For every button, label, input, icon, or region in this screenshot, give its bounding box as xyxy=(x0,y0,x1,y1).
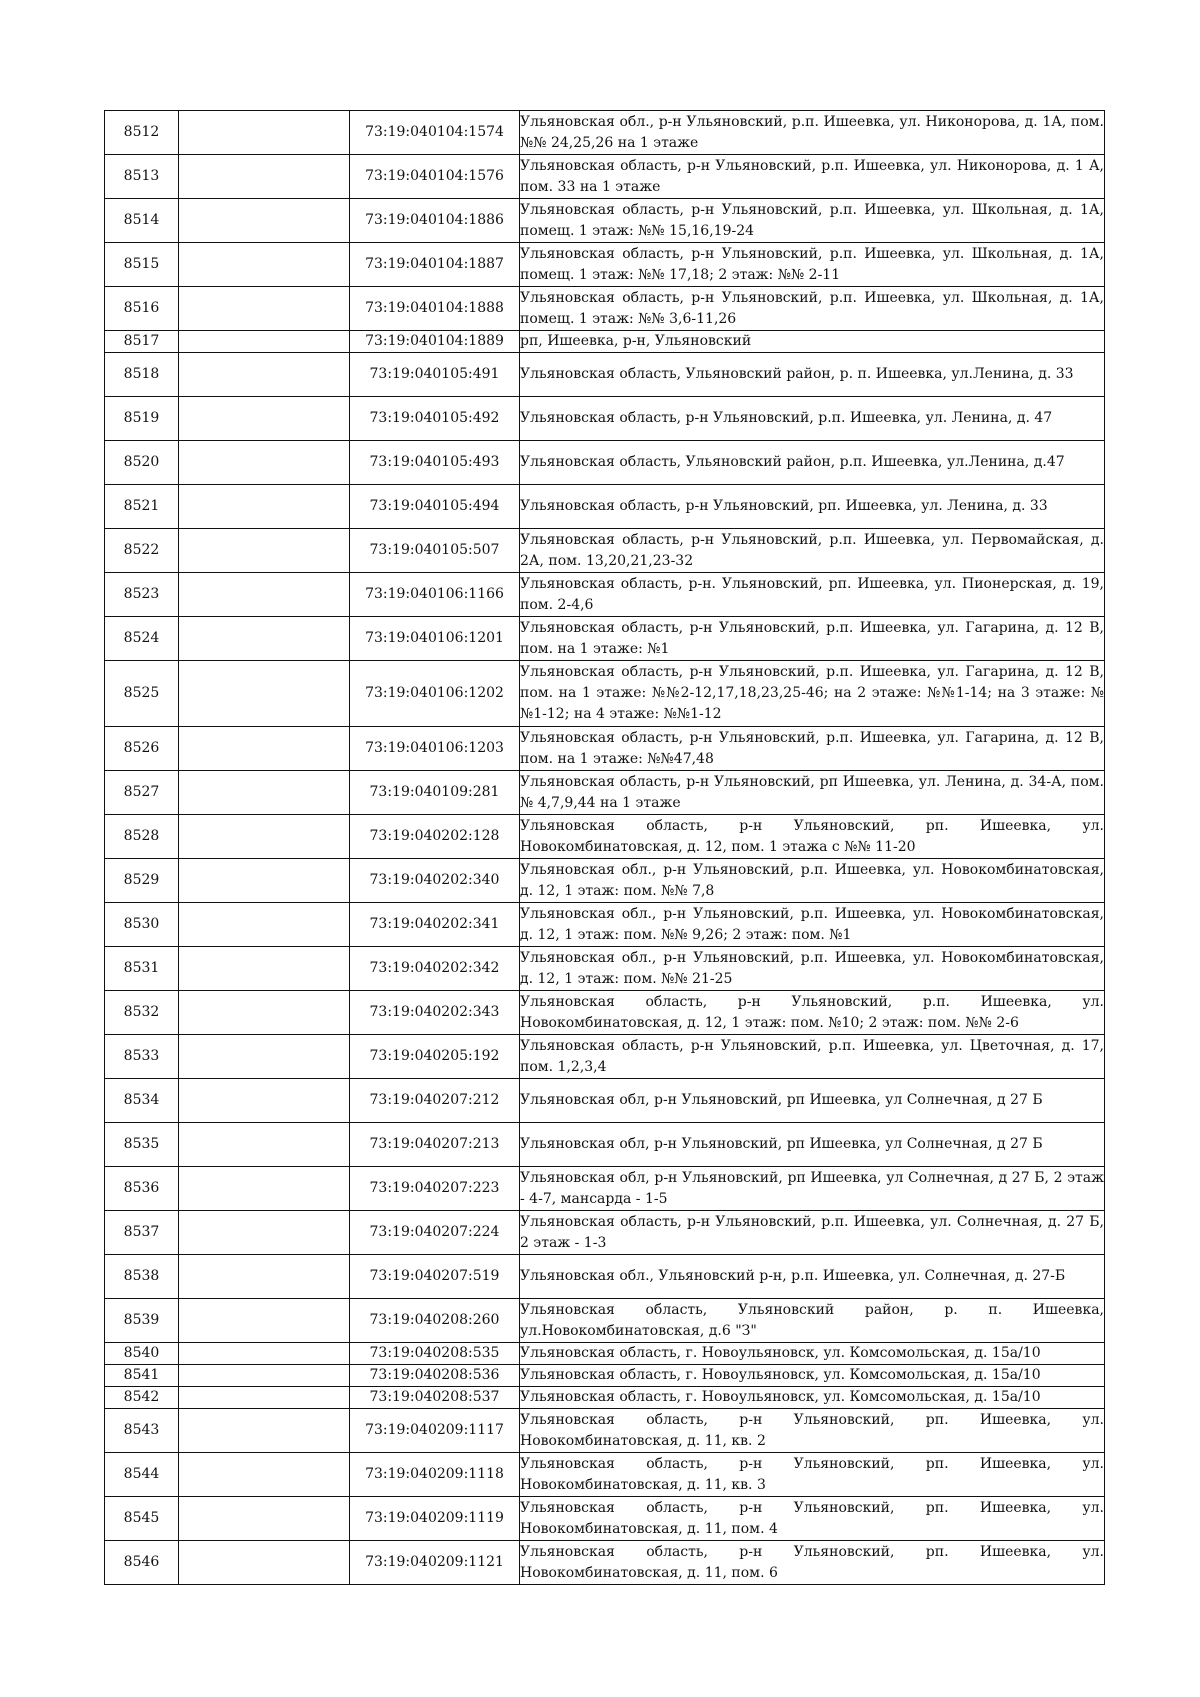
empty-cell xyxy=(179,1409,350,1453)
address: Ульяновская область, р-н Ульяновский, рп. Ишеевка, ул. Новокомбинатовская, д. 11, пом. 6 xyxy=(520,1541,1105,1585)
table-row xyxy=(105,1035,1105,1079)
cadastral-number: 73:19:040106:1166 xyxy=(350,573,520,617)
empty-cell xyxy=(179,485,350,529)
cadastral-number: 73:19:040104:1887 xyxy=(350,243,520,287)
cadastral-number: 73:19:040106:1201 xyxy=(350,617,520,661)
cadastral-number: 73:19:040105:507 xyxy=(350,529,520,573)
address: Ульяновская обл., р-н Ульяновский, р.п. Ишеевка, ул. Никонорова, д. 1А, пом. №№ 24,25,26 на 1 этаже xyxy=(520,111,1105,155)
cadastral-number: 73:19:040208:537 xyxy=(350,1387,520,1409)
cadastral-number: 73:19:040105:492 xyxy=(350,397,520,441)
address: Ульяновская обл., Ульяновский р-н, р.п. Ишеевка, ул. Солнечная, д. 27-Б xyxy=(520,1255,1105,1299)
table-row xyxy=(105,353,1105,397)
cadastral-number: 73:19:040104:1888 xyxy=(350,287,520,331)
row-number: 8530 xyxy=(105,903,179,947)
empty-cell xyxy=(179,617,350,661)
empty-cell xyxy=(179,1541,350,1585)
table-row xyxy=(105,287,1105,331)
empty-cell xyxy=(179,1299,350,1343)
registry-table xyxy=(104,110,1105,1585)
address: Ульяновская область, р-н Ульяновский, рп. Ишеевка, ул. Ленина, д. 33 xyxy=(520,485,1105,529)
row-number: 8537 xyxy=(105,1211,179,1255)
empty-cell xyxy=(179,1079,350,1123)
table-row xyxy=(105,815,1105,859)
cadastral-number: 73:19:040104:1886 xyxy=(350,199,520,243)
row-number: 8545 xyxy=(105,1497,179,1541)
empty-cell xyxy=(179,1255,350,1299)
cadastral-number: 73:19:040207:519 xyxy=(350,1255,520,1299)
table-row xyxy=(105,573,1105,617)
table-row xyxy=(105,661,1105,727)
row-number: 8529 xyxy=(105,859,179,903)
empty-cell xyxy=(179,111,350,155)
address: рп, Ишеевка, р-н, Ульяновский xyxy=(520,331,1105,353)
row-number: 8523 xyxy=(105,573,179,617)
address: Ульяновская область, р-н Ульяновский, рп. Ишеевка, ул. Новокомбинатовская, д. 11, кв. 3 xyxy=(520,1453,1105,1497)
address: Ульяновская область, р-н Ульяновский, рп. Ишеевка, ул. Новокомбинатовская, д. 11, кв. 2 xyxy=(520,1409,1105,1453)
address: Ульяновская обл, р-н Ульяновский, рп Ишеевка, ул Солнечная, д 27 Б xyxy=(520,1123,1105,1167)
cadastral-number: 73:19:040105:493 xyxy=(350,441,520,485)
table-row xyxy=(105,397,1105,441)
row-number: 8543 xyxy=(105,1409,179,1453)
cadastral-number: 73:19:040202:341 xyxy=(350,903,520,947)
table-row xyxy=(105,903,1105,947)
address: Ульяновская область, р-н Ульяновский, р.п. Ишеевка, ул. Ленина, д. 47 xyxy=(520,397,1105,441)
cadastral-number: 73:19:040209:1118 xyxy=(350,1453,520,1497)
cadastral-number: 73:19:040207:212 xyxy=(350,1079,520,1123)
empty-cell xyxy=(179,991,350,1035)
empty-cell xyxy=(179,1167,350,1211)
cadastral-number: 73:19:040106:1202 xyxy=(350,661,520,727)
table-row xyxy=(105,529,1105,573)
cadastral-number: 73:19:040105:494 xyxy=(350,485,520,529)
cadastral-number: 73:19:040209:1117 xyxy=(350,1409,520,1453)
empty-cell xyxy=(179,947,350,991)
empty-cell xyxy=(179,353,350,397)
empty-cell xyxy=(179,1343,350,1365)
table-row xyxy=(105,1123,1105,1167)
cadastral-number: 73:19:040202:342 xyxy=(350,947,520,991)
row-number: 8546 xyxy=(105,1541,179,1585)
row-number: 8512 xyxy=(105,111,179,155)
cadastral-number: 73:19:040202:343 xyxy=(350,991,520,1035)
table-row xyxy=(105,485,1105,529)
cadastral-number: 73:19:040105:491 xyxy=(350,353,520,397)
row-number: 8517 xyxy=(105,331,179,353)
row-number: 8534 xyxy=(105,1079,179,1123)
address: Ульяновская область, р-н Ульяновский, р.п. Ишеевка, ул. Гагарина, д. 12 В, пом. на 1 этаже: №1 xyxy=(520,617,1105,661)
table-row xyxy=(105,727,1105,771)
table-row xyxy=(105,243,1105,287)
row-number: 8528 xyxy=(105,815,179,859)
row-number: 8542 xyxy=(105,1387,179,1409)
row-number: 8520 xyxy=(105,441,179,485)
cadastral-number: 73:19:040207:224 xyxy=(350,1211,520,1255)
row-number: 8524 xyxy=(105,617,179,661)
row-number: 8540 xyxy=(105,1343,179,1365)
table-row xyxy=(105,199,1105,243)
table-row xyxy=(105,1255,1105,1299)
address: Ульяновская область, р-н Ульяновский, р.п. Ишеевка, ул. Гагарина, д. 12 В, пом. на 1 этаже: №№2-12,17,18,23,25-46; на 2 этаже: №№1-14; на 3 этаже: №№1-12; на 4 этаже: №№1-12 xyxy=(520,661,1105,727)
table-row xyxy=(105,1299,1105,1343)
address: Ульяновская область, Ульяновский район, р. п. Ишеевка, ул.Новокомбинатовская, д.6 "З" xyxy=(520,1299,1105,1343)
row-number: 8514 xyxy=(105,199,179,243)
cadastral-number: 73:19:040207:213 xyxy=(350,1123,520,1167)
empty-cell xyxy=(179,727,350,771)
empty-cell xyxy=(179,573,350,617)
empty-cell xyxy=(179,199,350,243)
cadastral-number: 73:19:040205:192 xyxy=(350,1035,520,1079)
address: Ульяновская область, Ульяновский район, р.п. Ишеевка, ул.Ленина, д.47 xyxy=(520,441,1105,485)
table-row xyxy=(105,617,1105,661)
address: Ульяновская обл, р-н Ульяновский, рп Ишеевка, ул Солнечная, д 27 Б xyxy=(520,1079,1105,1123)
cadastral-number: 73:19:040202:340 xyxy=(350,859,520,903)
address: Ульяновская область, р-н Ульяновский, рп. Ишеевка, ул. Новокомбинатовская, д. 11, пом. 4 xyxy=(520,1497,1105,1541)
table-row xyxy=(105,859,1105,903)
address: Ульяновская обл., р-н Ульяновский, р.п. Ишеевка, ул. Новокомбинатовская, д. 12, 1 этаж: пом. №№ 21-25 xyxy=(520,947,1105,991)
address: Ульяновская область, Ульяновский район, р. п. Ишеевка, ул.Ленина, д. 33 xyxy=(520,353,1105,397)
table-row xyxy=(105,1409,1105,1453)
empty-cell xyxy=(179,397,350,441)
address: Ульяновская область, р-н Ульяновский, р.п. Ишеевка, ул. Школьная, д. 1А, помещ. 1 этаж: №№ 15,16,19-24 xyxy=(520,199,1105,243)
table-row xyxy=(105,1343,1105,1365)
cadastral-number: 73:19:040209:1119 xyxy=(350,1497,520,1541)
empty-cell xyxy=(179,661,350,727)
table-row xyxy=(105,155,1105,199)
empty-cell xyxy=(179,1365,350,1387)
cadastral-number: 73:19:040208:536 xyxy=(350,1365,520,1387)
empty-cell xyxy=(179,1453,350,1497)
table-row xyxy=(105,1453,1105,1497)
row-number: 8535 xyxy=(105,1123,179,1167)
empty-cell xyxy=(179,859,350,903)
address: Ульяновская область, г. Новоульяновск, ул. Комсомольская, д. 15а/10 xyxy=(520,1365,1105,1387)
row-number: 8515 xyxy=(105,243,179,287)
address: Ульяновская область, г. Новоульяновск, ул. Комсомольская, д. 15а/10 xyxy=(520,1387,1105,1409)
address: Ульяновская область, р-н Ульяновский, р.п. Ишеевка, ул. Школьная, д. 1А, помещ. 1 этаж: №№ 3,6-11,26 xyxy=(520,287,1105,331)
empty-cell xyxy=(179,1497,350,1541)
row-number: 8541 xyxy=(105,1365,179,1387)
table-row xyxy=(105,947,1105,991)
cadastral-number: 73:19:040109:281 xyxy=(350,771,520,815)
address: Ульяновская область, р-н Ульяновский, р.п. Ишеевка, ул. Солнечная, д. 27 Б, 2 этаж - 1-3 xyxy=(520,1211,1105,1255)
table-row xyxy=(105,331,1105,353)
row-number: 8513 xyxy=(105,155,179,199)
cadastral-number: 73:19:040202:128 xyxy=(350,815,520,859)
row-number: 8527 xyxy=(105,771,179,815)
row-number: 8539 xyxy=(105,1299,179,1343)
address: Ульяновская область, р-н. Ульяновский, рп. Ишеевка, ул. Пионерская, д. 19, пом. 2-4,6 xyxy=(520,573,1105,617)
address: Ульяновская обл., р-н Ульяновский, р.п. Ишеевка, ул. Новокомбинатовская, д. 12, 1 этаж: пом. №№ 7,8 xyxy=(520,859,1105,903)
row-number: 8516 xyxy=(105,287,179,331)
empty-cell xyxy=(179,441,350,485)
address: Ульяновская обл, р-н Ульяновский, рп Ишеевка, ул Солнечная, д 27 Б, 2 этаж - 4-7, мансарда - 1-5 xyxy=(520,1167,1105,1211)
registry-table-body xyxy=(105,111,1105,1585)
row-number: 8536 xyxy=(105,1167,179,1211)
row-number: 8521 xyxy=(105,485,179,529)
row-number: 8533 xyxy=(105,1035,179,1079)
empty-cell xyxy=(179,529,350,573)
cadastral-number: 73:19:040106:1203 xyxy=(350,727,520,771)
address: Ульяновская область, р-н Ульяновский, р.п. Ишеевка, ул. Гагарина, д. 12 В, пом. на 1 этаже: №№47,48 xyxy=(520,727,1105,771)
empty-cell xyxy=(179,1387,350,1409)
cadastral-number: 73:19:040104:1574 xyxy=(350,111,520,155)
row-number: 8518 xyxy=(105,353,179,397)
row-number: 8519 xyxy=(105,397,179,441)
empty-cell xyxy=(179,1035,350,1079)
empty-cell xyxy=(179,771,350,815)
address: Ульяновская обл., р-н Ульяновский, р.п. Ишеевка, ул. Новокомбинатовская, д. 12, 1 этаж: пом. №№ 9,26; 2 этаж: пом. №1 xyxy=(520,903,1105,947)
empty-cell xyxy=(179,1123,350,1167)
row-number: 8522 xyxy=(105,529,179,573)
row-number: 8526 xyxy=(105,727,179,771)
cadastral-number: 73:19:040207:223 xyxy=(350,1167,520,1211)
cadastral-number: 73:19:040104:1889 xyxy=(350,331,520,353)
address: Ульяновская область, р-н Ульяновский, р.п. Ишеевка, ул. Школьная, д. 1А, помещ. 1 этаж: №№ 17,18; 2 этаж: №№ 2-11 xyxy=(520,243,1105,287)
empty-cell xyxy=(179,155,350,199)
empty-cell xyxy=(179,903,350,947)
row-number: 8525 xyxy=(105,661,179,727)
cadastral-number: 73:19:040104:1576 xyxy=(350,155,520,199)
row-number: 8538 xyxy=(105,1255,179,1299)
row-number: 8544 xyxy=(105,1453,179,1497)
table-row xyxy=(105,441,1105,485)
empty-cell xyxy=(179,287,350,331)
empty-cell xyxy=(179,243,350,287)
table-row xyxy=(105,1541,1105,1585)
address: Ульяновская область, р-н Ульяновский, р.п. Ишеевка, ул. Первомайская, д. 2А, пом. 13,20,21,23-32 xyxy=(520,529,1105,573)
address: Ульяновская область, р-н Ульяновский, р.п. Ишеевка, ул. Новокомбинатовская, д. 12, 1 этаж: пом. №10; 2 этаж: пом. №№ 2-6 xyxy=(520,991,1105,1035)
empty-cell xyxy=(179,815,350,859)
table-row xyxy=(105,1079,1105,1123)
cadastral-number: 73:19:040208:535 xyxy=(350,1343,520,1365)
cadastral-number: 73:19:040208:260 xyxy=(350,1299,520,1343)
empty-cell xyxy=(179,331,350,353)
table-row xyxy=(105,1211,1105,1255)
address: Ульяновская область, р-н Ульяновский, рп. Ишеевка, ул. Новокомбинатовская, д. 12, пом. 1 этажа с №№ 11-20 xyxy=(520,815,1105,859)
empty-cell xyxy=(179,1211,350,1255)
table-row xyxy=(105,1167,1105,1211)
table-row xyxy=(105,1497,1105,1541)
table-row xyxy=(105,991,1105,1035)
cadastral-number: 73:19:040209:1121 xyxy=(350,1541,520,1585)
row-number: 8532 xyxy=(105,991,179,1035)
table-row xyxy=(105,1387,1105,1409)
address: Ульяновская область, р-н Ульяновский, рп Ишеевка, ул. Ленина, д. 34-А, пом. № 4,7,9,44 на 1 этаже xyxy=(520,771,1105,815)
table-row xyxy=(105,771,1105,815)
address: Ульяновская область, р-н Ульяновский, р.п. Ишеевка, ул. Цветочная, д. 17, пом. 1,2,3,4 xyxy=(520,1035,1105,1079)
table-row xyxy=(105,1365,1105,1387)
address: Ульяновская область, г. Новоульяновск, ул. Комсомольская, д. 15а/10 xyxy=(520,1343,1105,1365)
address: Ульяновская область, р-н Ульяновский, р.п. Ишеевка, ул. Никонорова, д. 1 А, пом. 33 на 1 этаже xyxy=(520,155,1105,199)
table-row xyxy=(105,111,1105,155)
row-number: 8531 xyxy=(105,947,179,991)
